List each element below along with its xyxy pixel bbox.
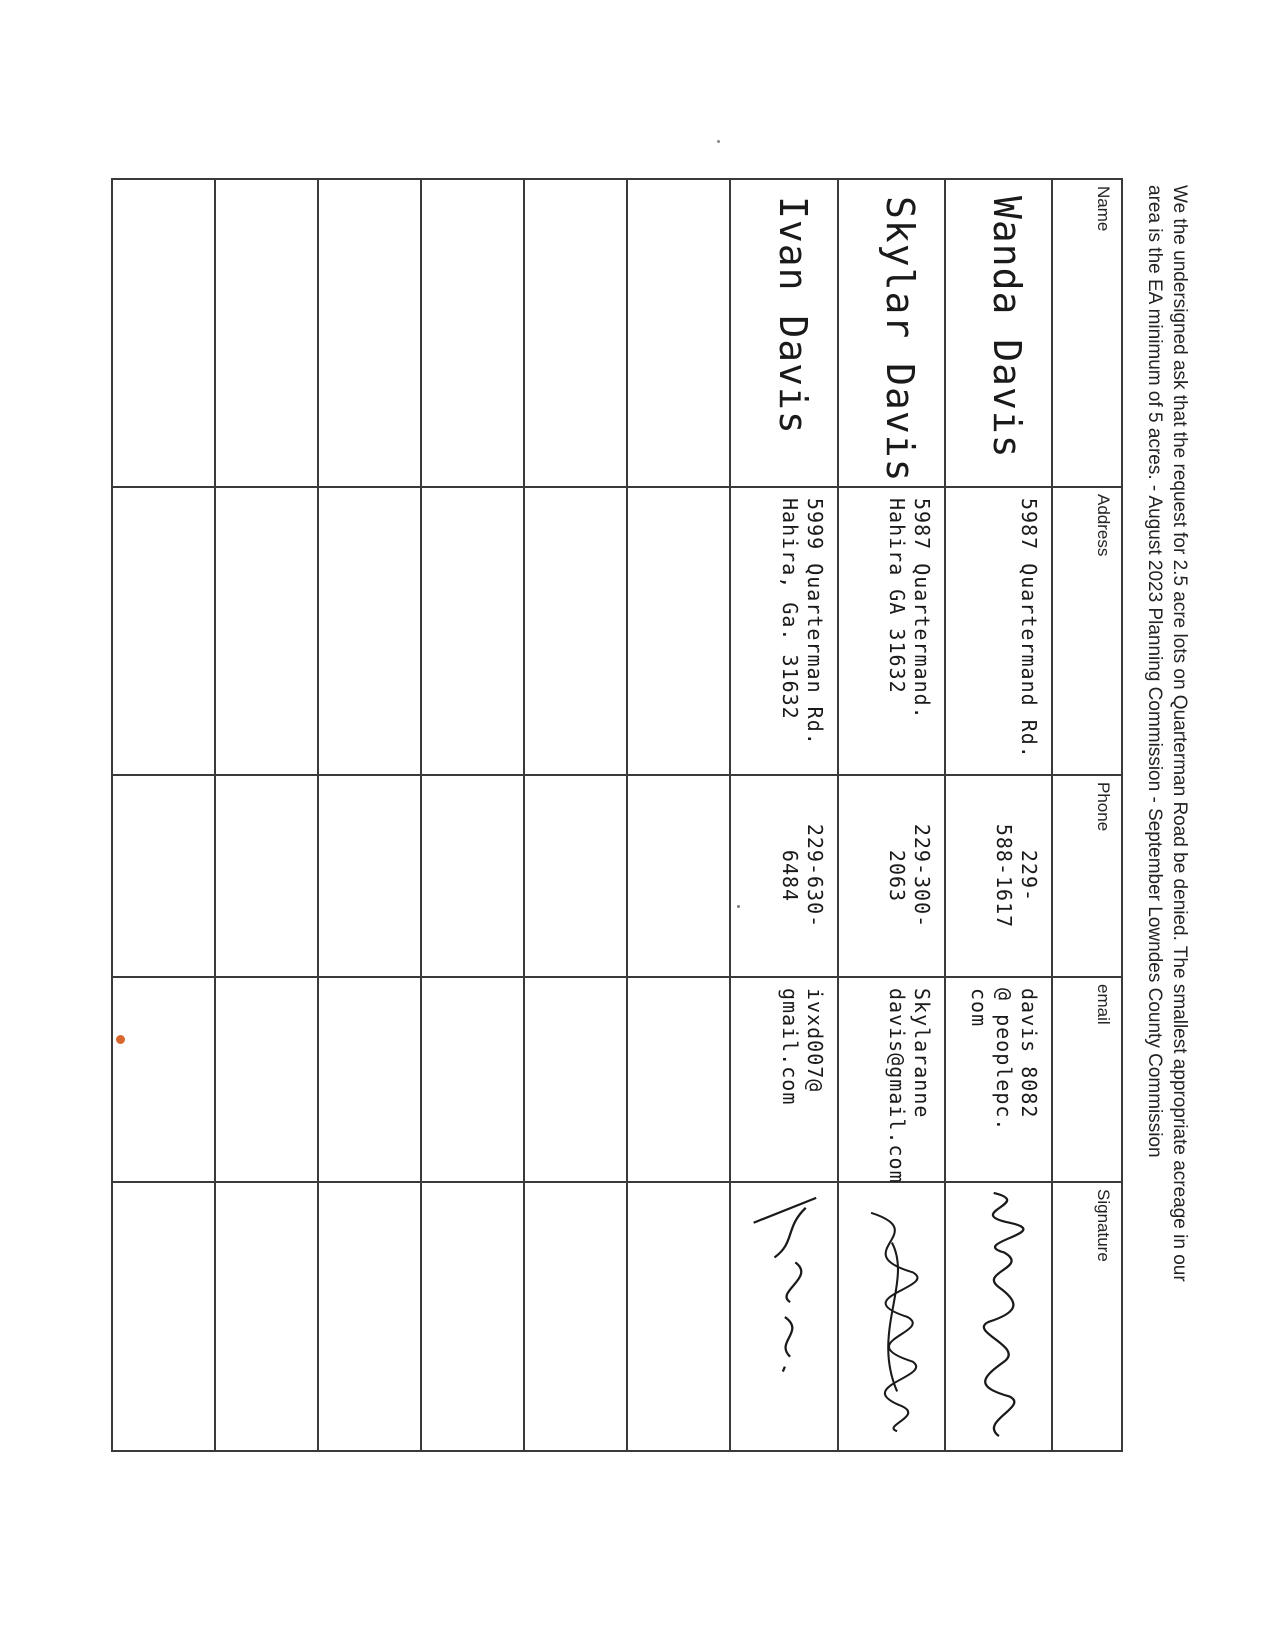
name-cell — [215, 179, 318, 487]
name-cell — [627, 179, 730, 487]
name-cell: Wanda Davis — [945, 179, 1052, 487]
phone-cell: 229-630- 6484 — [730, 775, 837, 977]
email-cell: davis 8082 @ peoplepc. com — [945, 977, 1052, 1182]
header-phone: Phone — [1052, 775, 1122, 977]
address-cell: 5999 Quarterman Rd. Hahira, Ga. 31632 — [730, 487, 837, 775]
email-cell: Skylaranne davis@gmail.com — [838, 977, 945, 1182]
petition-heading — [1142, 185, 1192, 1485]
table-header-row — [1052, 179, 1122, 1451]
table-row — [838, 179, 945, 1451]
email-cell — [627, 977, 730, 1182]
address-cell — [112, 487, 215, 775]
phone-cell — [421, 775, 524, 977]
handwritten-signature — [946, 1183, 1051, 1450]
signature-cell — [112, 1182, 215, 1451]
header-signature: Signature — [1052, 1182, 1122, 1451]
name-cell — [318, 179, 421, 487]
handwritten-signature — [731, 1183, 836, 1450]
name-cell — [112, 179, 215, 487]
name-cell — [421, 179, 524, 487]
scan-speck — [717, 140, 720, 143]
phone-cell: 229-300- 2063 — [838, 775, 945, 977]
table-row-blank — [215, 179, 318, 1451]
address-cell — [215, 487, 318, 775]
signature-cell — [215, 1182, 318, 1451]
signature-cell — [627, 1182, 730, 1451]
table-row-blank — [318, 179, 421, 1451]
address-cell — [421, 487, 524, 775]
signature-cell — [730, 1182, 837, 1451]
address-cell: 5987 Quartermand Rd. — [945, 487, 1052, 775]
signature-cell — [838, 1182, 945, 1451]
name-cell: Skylar Davis — [838, 179, 945, 487]
email-cell — [524, 977, 627, 1182]
name-cell: Ivan Davis — [730, 179, 837, 487]
address-cell — [627, 487, 730, 775]
email-cell — [215, 977, 318, 1182]
table-row — [945, 179, 1052, 1451]
heading-line-1: We the undersigned ask that the request for 2.5 acre lots on Quarterman Road be denied. The smallest appropriate acreage in our — [1169, 185, 1190, 1282]
phone-cell — [215, 775, 318, 977]
signature-cell — [421, 1182, 524, 1451]
table-row — [730, 179, 837, 1451]
handwritten-signature — [839, 1183, 944, 1450]
table-row-blank — [421, 179, 524, 1451]
scan-speck — [116, 1035, 125, 1044]
signature-cell — [318, 1182, 421, 1451]
heading-line-2: area is the EA minimum of 5 acres. - August 2023 Planning Commission - September Lowndes County Commission — [1144, 185, 1165, 1158]
address-cell — [524, 487, 627, 775]
address-cell: 5987 Quartermand. Hahira GA 31632 — [838, 487, 945, 775]
header-email: email — [1052, 977, 1122, 1182]
table-row-blank — [524, 179, 627, 1451]
signature-table — [111, 178, 1123, 1452]
phone-cell — [318, 775, 421, 977]
phone-cell: 229- 588-1617 — [945, 775, 1052, 977]
header-address: Address — [1052, 487, 1122, 775]
scan-speck — [737, 905, 740, 908]
header-name: Name — [1052, 179, 1122, 487]
email-cell — [318, 977, 421, 1182]
email-cell — [112, 977, 215, 1182]
table-row-blank — [112, 179, 215, 1451]
table-row-blank — [627, 179, 730, 1451]
email-cell: ivxd007@ gmail.com — [730, 977, 837, 1182]
email-cell — [421, 977, 524, 1182]
address-cell — [318, 487, 421, 775]
signature-cell — [945, 1182, 1052, 1451]
signature-cell — [524, 1182, 627, 1451]
name-cell — [524, 179, 627, 487]
phone-cell — [627, 775, 730, 977]
phone-cell — [112, 775, 215, 977]
phone-cell — [524, 775, 627, 977]
